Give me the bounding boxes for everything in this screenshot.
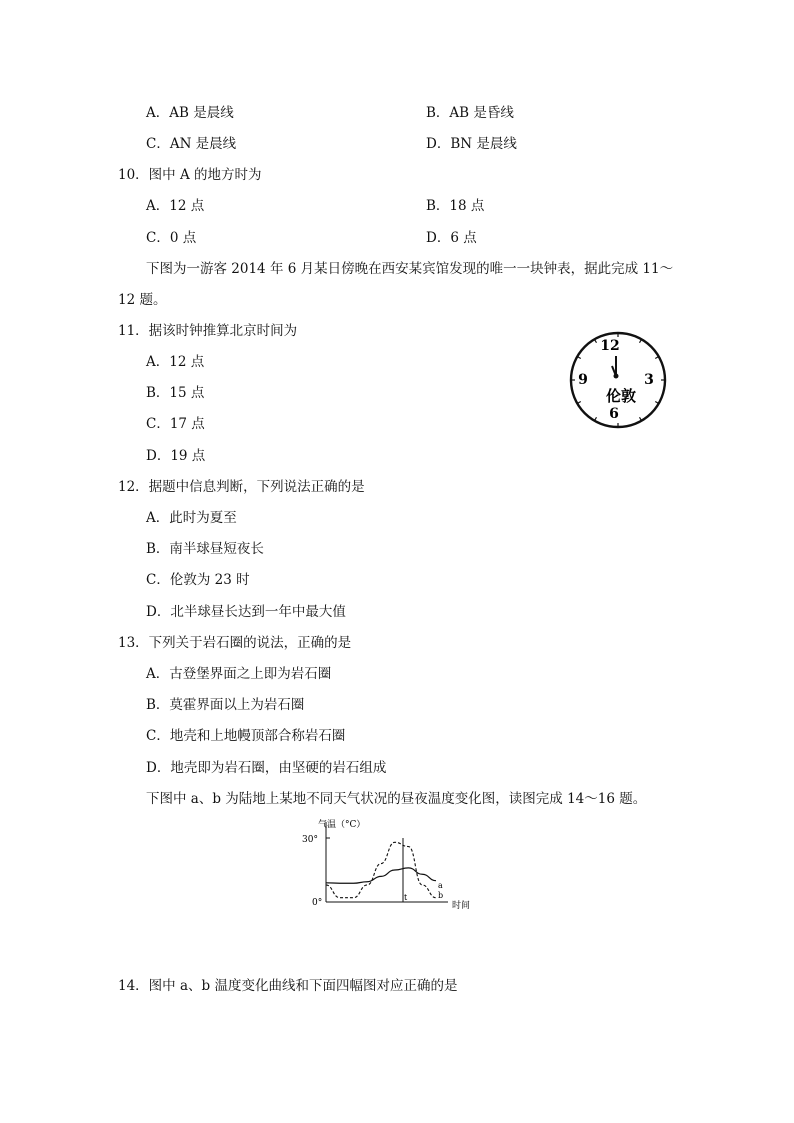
chart-x-axis-label: 时间 (452, 901, 471, 911)
chart-y-tick-0: 0° (312, 898, 323, 908)
q11-stem: 11．据该时钟推算北京时间为 (118, 323, 298, 339)
q9-option-d: D．BN 是晨线 (426, 136, 517, 152)
chart-y-tick-30: 30° (302, 835, 318, 845)
q9-option-c: C．AN 是晨线 (146, 136, 237, 152)
chart-y-axis-label: 气温（°C） (318, 820, 366, 830)
q13-stem: 13．下列关于岩石圈的说法，正确的是 (118, 635, 352, 651)
q10-option-a: A．12 点 (146, 198, 205, 214)
clock-numeral-6: 6 (609, 406, 619, 422)
intro-11-12-line2: 12 题。 (118, 292, 167, 308)
q12-option-a: A．此时为夏至 (146, 510, 237, 526)
series-b-line (326, 842, 436, 897)
london-clock-figure (568, 330, 668, 430)
intro-11-12-line1: 下图为一游客 2014 年 6 月某日傍晚在西安某宾馆发现的唯一一块钟表，据此完成 11～ (146, 261, 674, 277)
clock-city-label: 伦敦 (605, 387, 637, 405)
q12-stem: 12．据题中信息判断，下列说法正确的是 (118, 479, 365, 495)
clock-numeral-9: 9 (578, 372, 588, 388)
series-b-label: b (438, 891, 444, 900)
temperature-curve-chart (296, 818, 480, 914)
q10-option-b: B．18 点 (426, 198, 485, 214)
q11-option-a: A．12 点 (146, 354, 205, 370)
chart-t-marker-label: t (404, 893, 408, 902)
q13-option-c: C．地壳和上地幔顶部合称岩石圈 (146, 728, 346, 744)
q13-option-b: B．莫霍界面以上为岩石圈 (146, 697, 305, 713)
q11-option-b: B．15 点 (146, 385, 205, 401)
q13-option-a: A．古登堡界面之上即为岩石圈 (146, 666, 332, 682)
q10-option-d: D．6 点 (426, 230, 477, 246)
q9-option-a: A．AB 是晨线 (146, 105, 234, 121)
q11-option-c: C．17 点 (146, 416, 205, 432)
series-a-line (326, 868, 436, 883)
q11-option-d: D．19 点 (146, 448, 206, 464)
q9-option-b: B．AB 是昏线 (426, 105, 514, 121)
q10-stem: 10．图中 A 的地方时为 (118, 167, 262, 183)
intro-14-16: 下图中 a、b 为陆地上某地不同天气状况的昼夜温度变化图，读图完成 14～16 题。 (146, 791, 647, 807)
q12-option-c: C．伦敦为 23 时 (146, 572, 250, 588)
clock-numeral-12: 12 (600, 338, 620, 354)
q12-option-b: B．南半球昼短夜长 (146, 541, 264, 557)
clock-numeral-3: 3 (644, 372, 654, 388)
clock-center-pin (614, 374, 619, 379)
q10-option-c: C．0 点 (146, 230, 197, 246)
q13-option-d: D．地壳即为岩石圈，由坚硬的岩石组成 (146, 760, 387, 776)
series-a-label: a (438, 881, 443, 890)
q12-option-d: D．北半球昼长达到一年中最大值 (146, 604, 346, 620)
q14-stem: 14．图中 a、b 温度变化曲线和下面四幅图对应正确的是 (118, 978, 458, 994)
